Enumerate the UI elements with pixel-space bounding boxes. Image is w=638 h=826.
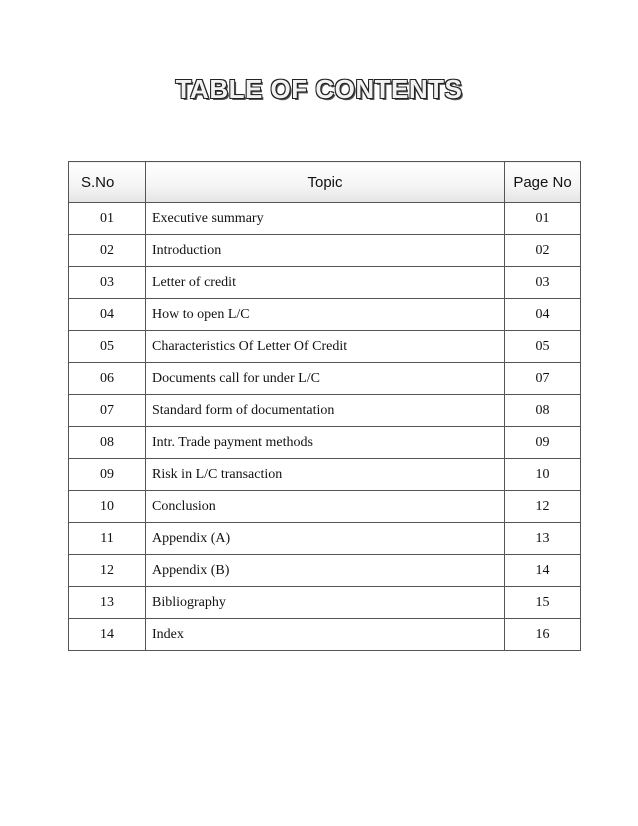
- cell-page: 16: [505, 619, 581, 651]
- table-row: [69, 267, 581, 299]
- cell-sno: 01: [69, 203, 146, 235]
- cell-sno: 07: [69, 395, 146, 427]
- cell-sno: 03: [69, 267, 146, 299]
- column-header-page: Page No: [505, 162, 581, 203]
- table-row: [69, 491, 581, 523]
- cell-page: 10: [505, 459, 581, 491]
- table-header-row: [69, 162, 581, 203]
- cell-sno: 08: [69, 427, 146, 459]
- table-row: [69, 523, 581, 555]
- cell-sno: 09: [69, 459, 146, 491]
- cell-sno: 13: [69, 587, 146, 619]
- table-row: [69, 395, 581, 427]
- cell-topic: Executive summary: [146, 203, 505, 235]
- cell-topic: Bibliography: [146, 587, 505, 619]
- cell-topic: Characteristics Of Letter Of Credit: [146, 331, 505, 363]
- cell-page: 05: [505, 331, 581, 363]
- cell-page: 01: [505, 203, 581, 235]
- table-row: [69, 619, 581, 651]
- page-title: TABLE OF CONTENTS: [175, 74, 463, 104]
- cell-topic: How to open L/C: [146, 299, 505, 331]
- table-row: [69, 555, 581, 587]
- cell-sno: 04: [69, 299, 146, 331]
- cell-topic: Introduction: [146, 235, 505, 267]
- table-row: [69, 235, 581, 267]
- table-row: [69, 459, 581, 491]
- table-row: [69, 299, 581, 331]
- table-row: [69, 203, 581, 235]
- cell-sno: 14: [69, 619, 146, 651]
- cell-topic: Risk in L/C transaction: [146, 459, 505, 491]
- cell-page: 08: [505, 395, 581, 427]
- column-header-topic: Topic: [146, 162, 505, 203]
- cell-sno: 11: [69, 523, 146, 555]
- table-row: [69, 363, 581, 395]
- table-row: [69, 427, 581, 459]
- column-header-sno: S.No: [69, 162, 146, 203]
- table-row: [69, 587, 581, 619]
- cell-page: 14: [505, 555, 581, 587]
- cell-page: 13: [505, 523, 581, 555]
- cell-page: 12: [505, 491, 581, 523]
- cell-topic: Standard form of documentation: [146, 395, 505, 427]
- cell-page: 03: [505, 267, 581, 299]
- cell-page: 09: [505, 427, 581, 459]
- cell-topic: Letter of credit: [146, 267, 505, 299]
- cell-sno: 06: [69, 363, 146, 395]
- cell-page: 07: [505, 363, 581, 395]
- cell-sno: 02: [69, 235, 146, 267]
- cell-topic: Intr. Trade payment methods: [146, 427, 505, 459]
- table-row: [69, 331, 581, 363]
- cell-topic: Documents call for under L/C: [146, 363, 505, 395]
- cell-sno: 10: [69, 491, 146, 523]
- cell-topic: Conclusion: [146, 491, 505, 523]
- cell-sno: 05: [69, 331, 146, 363]
- cell-sno: 12: [69, 555, 146, 587]
- contents-table: [68, 161, 581, 651]
- cell-page: 02: [505, 235, 581, 267]
- cell-topic: Index: [146, 619, 505, 651]
- cell-page: 15: [505, 587, 581, 619]
- cell-topic: Appendix (B): [146, 555, 505, 587]
- cell-topic: Appendix (A): [146, 523, 505, 555]
- cell-page: 04: [505, 299, 581, 331]
